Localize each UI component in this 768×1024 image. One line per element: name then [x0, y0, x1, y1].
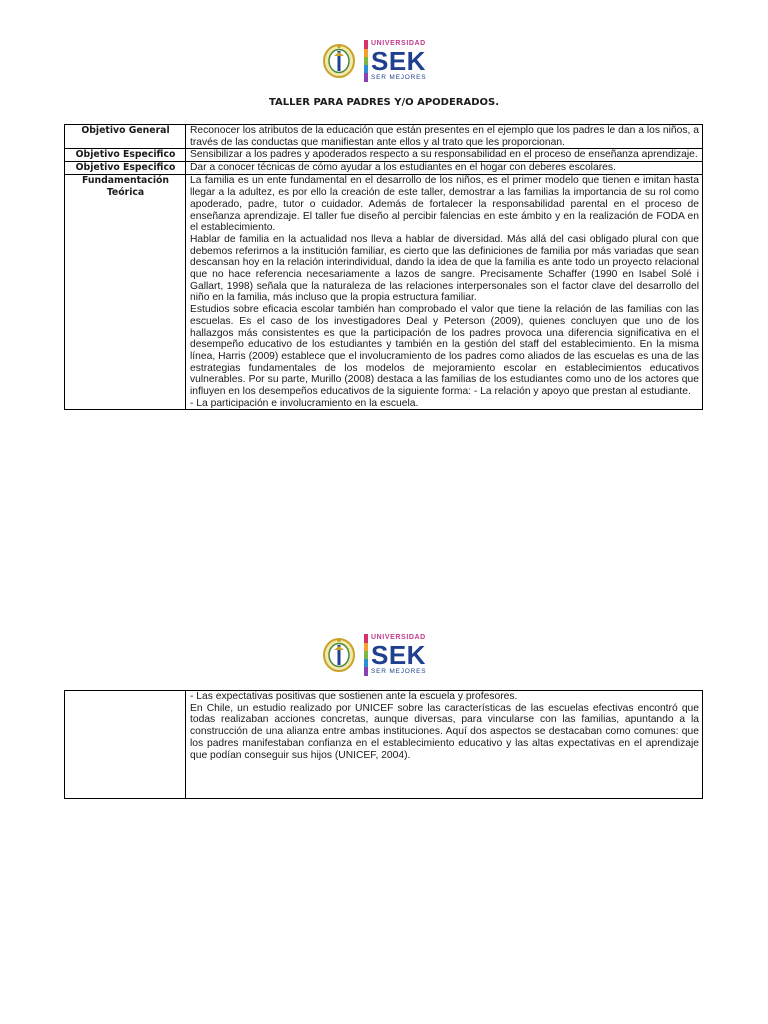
table-row: [65, 149, 703, 162]
content-paragraph: - La participación e involucramiento en la escuela.: [190, 397, 419, 409]
university-logo: [322, 40, 442, 82]
logo-bar: [364, 659, 368, 667]
logo-color-bars: [364, 634, 368, 676]
row-content: [186, 125, 703, 149]
row-label: Fundamentación Teórica: [65, 175, 186, 410]
content-paragraph: Hablar de familia en la actualidad nos lleva a hablar de diversidad. Más allá del casi obligado plural con que debemos referirnos a la institución familiar, es cierto que las definiciones de familia por más variadas que sean descansan hoy en la relación interindividual, dando la idea de que la familia es ante todo un proyecto relacional que no hace referencia necesariamente a lazos de sangre. Precisamente Schaffer (1990 en Isabel Solé i Gallart, 1998) señala que la naturaleza de las relaciones interpersonales son el factor clave del desarrollo del niño en la familia, más incluso que la propia estructura familiar.: [190, 233, 699, 304]
content-paragraph: La familia es un ente fundamental en el desarrollo de los niños, es el primer modelo que tienen e imitan hasta llegar a la adultez, es por ello la creación de este taller, demostrar a las familias la importancia de su rol como apoderado, padre, tutor o cuidador. Además de fortalecer la responsabilidad parental en el proceso de enseñanza aprendizaje. El taller fue diseño al percibir falencias en este ámbito y en la realización de FODA en el establecimiento.: [190, 175, 699, 234]
university-seal-icon: [322, 636, 356, 674]
logo-bar: [364, 73, 368, 81]
logo-brand: SEK: [371, 46, 426, 77]
logo-bar: [364, 49, 368, 57]
content-paragraph: Estudios sobre eficacia escolar también han comprobado el valor que tiene la relación de las familias con las escuelas. Es el caso de los investigadores Deal y Peterson (2009), quienes concluyen que uno de los hallazgos más consistentes es que la participación de los padres provoca una diferencia significativa en el desempeño educativo de los estudiantes y también en la gestión del staff del establecimiento. En la misma línea, Harris (2009) establece que el involucramiento de los padres como aliados de las escuelas es una de las estrategias fundamentales de los modelos de mejoramiento escolar en establecimientos educativos vulnerables. Por su parte, Murillo (2008) destaca a las familias de los estudiantes como uno de los actores que influyen en los desempeños educativos de la siguiente forma: - La relación y apoyo que prestan al estudiante.: [190, 304, 699, 398]
logo-bar: [364, 667, 368, 675]
content-paragraph: Sensibilizar a los padres y apoderados respecto a su responsabilidad en el proceso de enseñanza aprendizaje.: [190, 149, 698, 161]
content-paragraph: Reconocer los atributos de la educación que están presentes en el ejemplo que los padres le dan a los niños, a través de las conductas que manifiestan ante ellos y al trato que les proporcionan.: [190, 125, 699, 148]
logo-bar: [364, 65, 368, 73]
university-seal-icon: [322, 42, 356, 80]
logo-brand: SEK: [371, 640, 426, 671]
university-logo: [322, 634, 442, 676]
content-paragraph: - Las expectativas positivas que sostienen ante la escuela y profesores.: [190, 691, 518, 702]
table-row: [65, 125, 703, 149]
row-content: [186, 149, 703, 162]
content-paragraph: Dar a conocer técnicas de cómo ayudar a los estudiantes en el hogar con deberes escolares.: [190, 162, 616, 174]
logo-bar: [364, 651, 368, 659]
logo-color-bars: [364, 40, 368, 82]
logo-bar: [364, 57, 368, 65]
row-label: Objetivo Especifico: [65, 162, 186, 175]
row-label: [65, 691, 186, 799]
workshop-table-continued: [64, 690, 703, 799]
logo-bar: [364, 40, 368, 48]
row-label: Objetivo General: [65, 125, 186, 149]
document-title: TALLER PARA PADRES Y/O APODERADOS.: [268, 97, 500, 108]
row-label: Objetivo Especifico: [65, 149, 186, 162]
table-row: [65, 162, 703, 175]
logo-wordmark: [364, 634, 426, 676]
row-content: [186, 175, 703, 410]
content-paragraph: En Chile, un estudio realizado por UNICEF sobre las características de las escuelas efectivas encontró que todas realizaban acciones concretas, aunque diversas, para vincularse con las familias, apuntando a la construcción de una alianza entre ambas instituciones. Aquí dos aspectos se destacaban como comunes: que los padres manifestaban confianza en el establecimiento educativo y las altas expectativas en el aprendizaje que podían conseguir sus hijos (UNICEF, 2004).: [190, 702, 699, 761]
logo-bar: [364, 634, 368, 642]
logo-university-word: UNIVERSIDAD: [371, 40, 426, 48]
row-content: [186, 162, 703, 175]
logo-tagline: SER MEJORES: [371, 668, 427, 676]
logo-bar: [364, 643, 368, 651]
logo-wordmark: [364, 40, 426, 82]
logo-university-word: UNIVERSIDAD: [371, 634, 426, 642]
logo-tagline: SER MEJORES: [371, 74, 427, 82]
table-row: [65, 175, 703, 410]
row-content: [186, 691, 703, 799]
table-row: [65, 691, 703, 799]
workshop-table: [64, 124, 703, 410]
